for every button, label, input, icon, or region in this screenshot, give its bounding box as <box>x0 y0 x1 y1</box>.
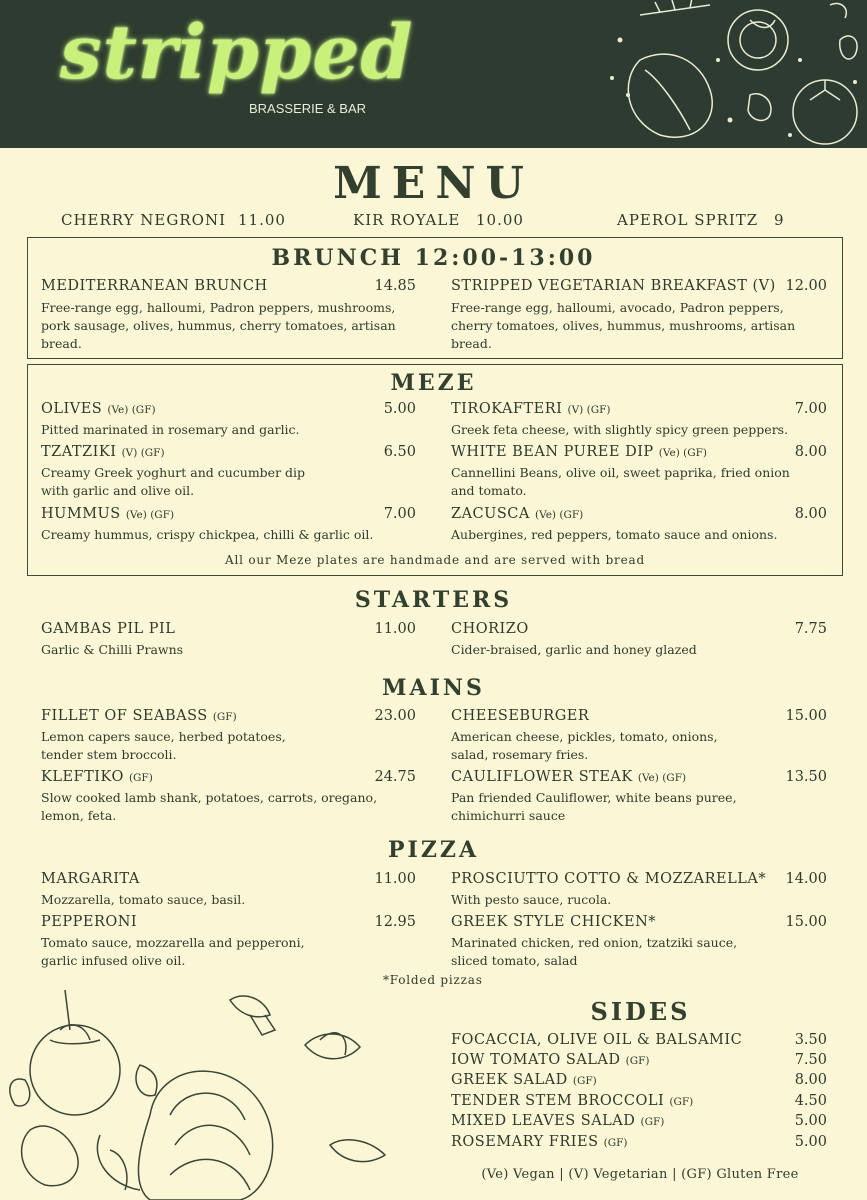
pizza-note: *Folded pizzas <box>383 973 483 987</box>
side-item-price: 4.50 <box>794 1093 827 1109</box>
main-item-name: FILLET OF SEABASS (GF) <box>41 708 237 724</box>
meze-item-name: ZACUSCA (Ve) (GF) <box>451 506 584 522</box>
meze-item-price: 7.00 <box>794 401 827 417</box>
logo: stripped <box>60 10 414 96</box>
side-item-price: 7.50 <box>794 1052 827 1068</box>
main-item-name: CHEESEBURGER <box>451 708 590 724</box>
drink-item <box>353 211 460 229</box>
sides-heading: SIDES <box>590 997 691 1026</box>
pizza-item-name: PEPPERONI <box>41 914 138 930</box>
diet-tag: (Ve) (GF) <box>637 772 687 784</box>
meze-item-price: 5.00 <box>383 401 416 417</box>
drink-item <box>617 211 758 229</box>
pizza-item-desc: Mozzarella, tomato sauce, basil. <box>41 892 246 907</box>
drink-price: 11.00 <box>238 211 286 229</box>
meze-item-price: 8.00 <box>794 444 827 460</box>
diet-tag: (GF) <box>625 1055 650 1067</box>
meze-item-name: TIROKAFTERI (V) (GF) <box>451 401 611 417</box>
brunch-item-desc: Free-range egg, halloumi, Padron peppers, mushrooms, pork sausage, olives, hummus, cherry tomatoes, artisan bread. <box>41 300 396 351</box>
side-item-price: 5.00 <box>794 1134 827 1150</box>
meze-item-desc: Creamy hummus, crispy chickpea, chilli & garlic oil. <box>41 527 374 542</box>
diet-tag: (Ve) (GF) <box>125 509 175 521</box>
diet-tag: (GF) <box>572 1075 597 1087</box>
drink-item <box>61 211 226 229</box>
brunch-item-name: STRIPPED VEGETARIAN BREAKFAST (V) <box>451 278 776 294</box>
menu-title: MENU <box>333 158 534 209</box>
side-item-name: TENDER STEM BROCCOLI (GF) <box>451 1093 694 1109</box>
pizza-item-desc: Tomato sauce, mozzarella and pepperoni, garlic infused olive oil. <box>41 935 305 968</box>
brunch-item-price: 14.85 <box>374 278 416 294</box>
pizza-item-name: MARGARITA <box>41 871 140 887</box>
main-item-desc: American cheese, pickles, tomato, onions, salad, rosemary fries. <box>451 729 718 762</box>
diet-tag: (GF) <box>128 772 153 784</box>
side-item-name: GREEK SALAD (GF) <box>451 1072 597 1088</box>
starter-item-name: GAMBAS PIL PIL <box>41 621 176 637</box>
pizza-item-price: 11.00 <box>374 871 416 887</box>
pizza-item-price: 12.95 <box>374 914 416 930</box>
meze-heading: MEZE <box>390 370 477 396</box>
main-item-name: KLEFTIKO (GF) <box>41 769 153 785</box>
diet-tag: (Ve) (GF) <box>534 509 584 521</box>
meze-item-desc: Greek feta cheese, with slightly spicy green peppers. <box>451 422 789 437</box>
starter-item-price: 7.75 <box>794 621 827 637</box>
vegetables-illustration-icon <box>0 985 400 1200</box>
pizza-item-name: PROSCIUTTO COTTO & MOZZARELLA* <box>451 871 767 887</box>
main-item-desc: Pan friended Cauliflower, white beans puree, chimichurri sauce <box>451 790 737 823</box>
meze-item-desc: Pitted marinated in rosemary and garlic. <box>41 422 300 437</box>
meze-note: All our Meze plates are handmade and are served with bread <box>225 553 645 567</box>
starter-item-price: 11.00 <box>374 621 416 637</box>
main-item-price: 15.00 <box>785 708 827 724</box>
pizza-item-desc: Marinated chicken, red onion, tzatziki sauce, sliced tomato, salad <box>451 935 738 968</box>
pizza-item-price: 15.00 <box>785 914 827 930</box>
meze-item-desc: Creamy Greek yoghurt and cucumber dip with garlic and olive oil. <box>41 465 306 498</box>
meze-item-name: OLIVES (Ve) (GF) <box>41 401 156 417</box>
meze-item-name: HUMMUS (Ve) (GF) <box>41 506 175 522</box>
diet-tag: (Ve) (GF) <box>107 404 156 416</box>
side-item-name: FOCACCIA, OLIVE OIL & BALSAMIC <box>451 1032 743 1048</box>
meze-item-price: 8.00 <box>794 506 827 522</box>
drink-price: 10.00 <box>476 211 524 229</box>
starter-item-name: CHORIZO <box>451 621 529 637</box>
logo-subtitle: BRASSERIE & BAR <box>249 101 367 116</box>
main-item-name: CAULIFLOWER STEAK (Ve) (GF) <box>451 769 687 785</box>
main-item-desc: Slow cooked lamb shank, potatoes, carrots, oregano, lemon, feta. <box>41 790 378 823</box>
main-item-desc: Lemon capers sauce, herbed potatoes, tender stem broccoli. <box>41 729 286 762</box>
side-item-price: 3.50 <box>794 1032 827 1048</box>
starter-item-desc: Garlic & Chilli Prawns <box>41 642 184 657</box>
brunch-heading: BRUNCH 12:00-13:00 <box>271 245 596 271</box>
mains-heading: MAINS <box>382 675 485 701</box>
meze-item-desc: Cannellini Beans, olive oil, sweet paprika, fried onion and tomato. <box>451 465 790 498</box>
brunch-item-name: MEDITERRANEAN BRUNCH <box>41 278 268 294</box>
diet-tag: (V) (GF) <box>567 404 611 416</box>
drink-name: KIR ROYALE <box>353 211 461 229</box>
diet-tag: (GF) <box>603 1137 628 1149</box>
side-item-name: ROSEMARY FRIES (GF) <box>451 1134 628 1150</box>
diet-legend: (Ve) Vegan | (V) Vegetarian | (GF) Gluten Free <box>481 1167 799 1182</box>
drink-name: CHERRY NEGRONI <box>61 211 227 229</box>
brunch-item-desc: Free-range egg, halloumi, avocado, Padron peppers, cherry tomatoes, olives, hummus, mushrooms, artisan bread. <box>451 300 796 351</box>
diet-tag: (GF) <box>640 1116 665 1128</box>
pizza-item-desc: With pesto sauce, rucola. <box>451 892 612 907</box>
starter-item-desc: Cider-braised, garlic and honey glazed <box>451 642 697 657</box>
vegetables-illustration-icon <box>600 0 867 148</box>
pizza-heading: PIZZA <box>387 837 480 863</box>
diet-tag: (Ve) (GF) <box>658 447 708 459</box>
starters-heading: STARTERS <box>354 587 513 613</box>
main-item-price: 23.00 <box>374 708 416 724</box>
side-item-price: 5.00 <box>794 1113 827 1129</box>
side-item-price: 8.00 <box>794 1072 827 1088</box>
diet-tag: (V) (GF) <box>121 447 165 459</box>
meze-item-name: WHITE BEAN PUREE DIP (Ve) (GF) <box>451 444 708 460</box>
main-item-price: 24.75 <box>374 769 416 785</box>
main-item-price: 13.50 <box>785 769 827 785</box>
header-banner <box>0 0 867 148</box>
meze-item-name: TZATZIKI (V) (GF) <box>41 444 165 460</box>
meze-item-desc: Aubergines, red peppers, tomato sauce and onions. <box>451 527 778 542</box>
side-item-name: IOW TOMATO SALAD (GF) <box>451 1052 650 1068</box>
meze-item-price: 7.00 <box>383 506 416 522</box>
drink-price: 9 <box>774 211 785 229</box>
drink-name: APEROL SPRITZ <box>617 211 759 229</box>
pizza-item-price: 14.00 <box>785 871 827 887</box>
pizza-item-name: GREEK STYLE CHICKEN* <box>451 914 657 930</box>
side-item-name: MIXED LEAVES SALAD (GF) <box>451 1113 665 1129</box>
diet-tag: (GF) <box>669 1096 694 1108</box>
brunch-item-price: 12.00 <box>785 278 827 294</box>
meze-item-price: 6.50 <box>383 444 416 460</box>
diet-tag: (GF) <box>212 711 237 723</box>
